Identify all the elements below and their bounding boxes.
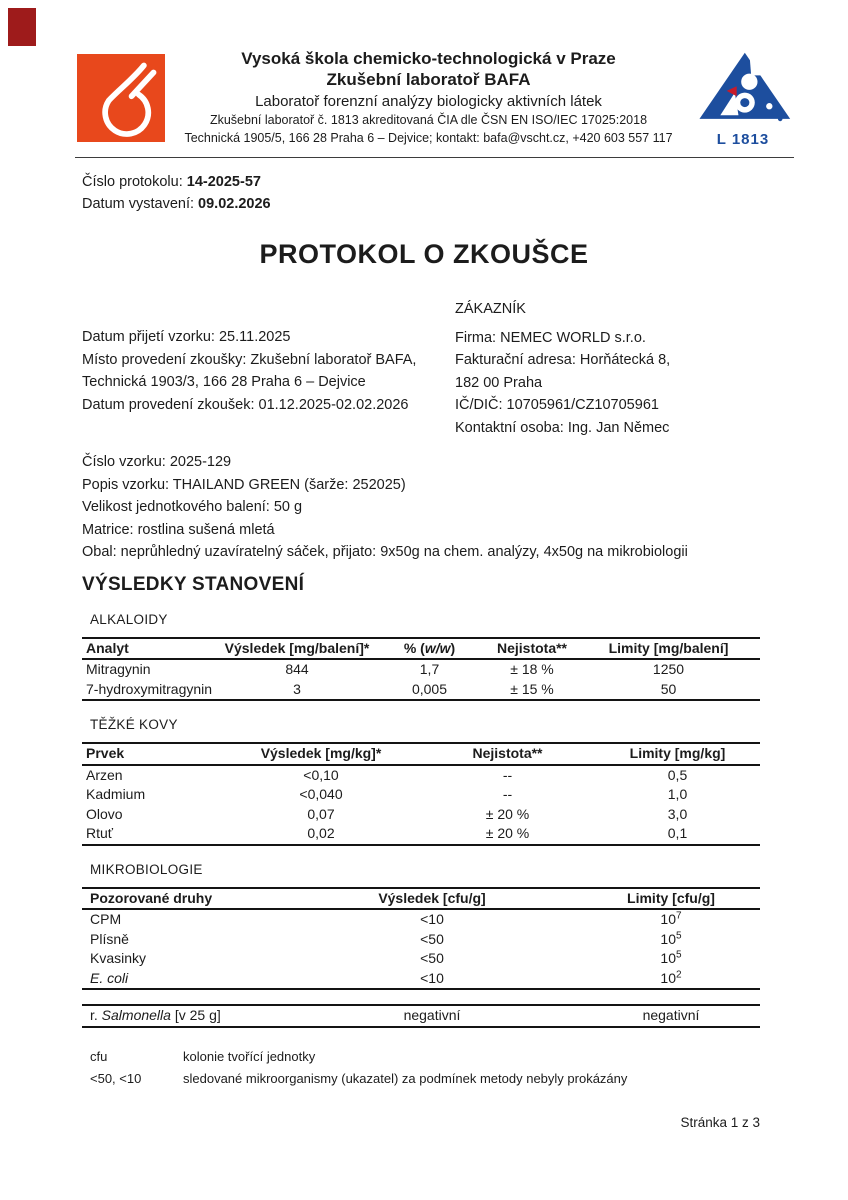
col-uncertainty: Nejistota** (472, 745, 543, 761)
table-row: Olovo 0,07 ± 20 % 3,0 (86, 805, 688, 822)
letterhead (0, 0, 848, 148)
salmonella-result-cell: negativní (403, 1007, 461, 1023)
table-row: Kvasinky <50 $10^5$ (90, 949, 682, 966)
customer-heading: ZÁKAZNÍK (455, 301, 526, 317)
protocol-meta (82, 171, 848, 215)
table-row: 7-hydroxymitragynin 3 0,005 ± 15 % 50 (86, 680, 677, 697)
sample-package-line: Velikost jednotkového balení: 50 g (82, 499, 303, 515)
alkaloids-header-row (82, 638, 760, 660)
cia-number-label: L 1813 (716, 131, 770, 148)
sample-matrix-line: Matrice: rostlina sušená mletá (82, 521, 275, 538)
customer-contact-line: Kontaktní osoba: Ing. Jan Němec (455, 419, 670, 436)
test-dates-line: Datum provedení zkoušek: 01.12.2025-02.02.2026 (82, 396, 409, 413)
col-limits: Limity [mg/kg] (629, 745, 726, 761)
micro-header-row (82, 888, 760, 910)
table-row (82, 1005, 760, 1027)
test-info-column (82, 298, 455, 439)
salmonella-table (82, 1004, 760, 1028)
col-percent: % (w/w) (403, 639, 456, 656)
laboratory-full-name: Laboratoř forenzní analýzy biologicky aktivních látek (255, 93, 602, 110)
alkaloids-section-label: ALKALOIDY (90, 611, 168, 627)
salmonella-limit-cell: negativní (642, 1007, 700, 1023)
customer-company-line: Firma: NEMEC WORLD s.r.o. (455, 329, 646, 346)
sample-section (82, 451, 848, 564)
col-limits: Limity [cfu/g] (627, 889, 715, 906)
results-heading: VÝSLEDKY STANOVENÍ (82, 573, 305, 595)
table-row: E. coli <10 $10^2$ (90, 968, 682, 986)
address-contact-line: Technická 1905/5, 166 28 Praha 6 – Dejvice; kontakt: bafa@vscht.cz, +420 603 557 117 (184, 130, 673, 145)
micro-section-label: MIKROBIOLOGIE (90, 861, 203, 877)
col-result: Výsledek [mg/balení]* (224, 639, 370, 656)
customer-address-line2: 182 00 Praha (455, 374, 543, 391)
corner-marker (8, 8, 36, 46)
protocol-number-value: 14-2025-57 (186, 174, 261, 190)
micro-table (82, 887, 760, 991)
col-analyte: Analyt (86, 639, 129, 656)
letterhead-divider (75, 157, 794, 158)
footnote-cfu: cfu kolonie tvořící jednotky (90, 1048, 316, 1064)
table-row: Plísně <50 $10^5$ (90, 929, 682, 947)
accreditation-line: Zkušební laboratoř č. 1813 akreditovaná ČIA dle ČSN EN ISO/IEC 17025:2018 (209, 113, 648, 127)
issue-date-label: Datum vystavení: (82, 196, 199, 212)
info-section (82, 298, 848, 439)
test-place-line1: Místo provedení zkoušky: Zkušební laboratoř BAFA, (82, 351, 417, 368)
col-result: Výsledek [cfu/g] (378, 889, 486, 906)
metals-section-label: TĚŽKÉ KOVY (90, 717, 178, 732)
customer-regid-line: IČ/DIČ: 10705961/CZ10705961 (455, 397, 659, 413)
table-row: CPM <10 $10^7$ (90, 910, 682, 927)
col-species: Pozorované druhy (90, 889, 213, 906)
letterhead-text (167, 48, 690, 147)
table-row: Rtuť 0,02 ± 20 % 0,1 (86, 825, 688, 841)
alkaloids-table (82, 637, 760, 702)
customer-column (455, 298, 670, 439)
cia-triangle-icon (693, 50, 793, 128)
vscht-logo-icon (75, 54, 167, 142)
metals-header-row (82, 743, 760, 765)
sample-received-line: Datum přijetí vzorku: 25.11.2025 (82, 329, 291, 345)
sample-container-line: Obal: neprůhledný uzavíratelný sáček, přijato: 9x50g na chem. analýzy, 4x50g na mikrobiologii (82, 544, 688, 560)
footnote-detection: <50, <10 sledované mikroorganismy (ukazatel) za podmínek metody nebyly prokázány (90, 1070, 628, 1086)
cia-accreditation-mark (690, 50, 796, 148)
test-place-line2: Technická 1903/3, 166 28 Praha 6 – Dejvice (82, 374, 366, 390)
page-title: PROTOKOL O ZKOUŠCE (259, 239, 589, 269)
col-uncertainty: Nejistota** (496, 639, 568, 656)
protocol-number-label: Číslo protokolu: (82, 174, 187, 190)
issue-date-value: 09.02.2026 (198, 196, 271, 212)
protocol-number-line (82, 171, 848, 193)
issue-date-line (82, 193, 848, 215)
table-row: Kadmium <0,040 -- 1,0 (86, 786, 688, 802)
sample-number-line: Číslo vzorku: 2025-129 (82, 454, 232, 470)
customer-address-line1: Fakturační adresa: Horňátecká 8, (455, 352, 671, 368)
footnotes (90, 1046, 848, 1090)
col-limits: Limity [mg/balení] (608, 639, 729, 656)
col-element: Prvek (86, 745, 125, 761)
page-number: Stránka 1 z 3 (680, 1115, 760, 1130)
laboratory-name: Zkušební laboratoř BAFA (326, 70, 531, 89)
col-result: Výsledek [mg/kg]* (260, 745, 382, 761)
sample-description-line: Popis vzorku: THAILAND GREEN (šarže: 252025) (82, 476, 406, 493)
table-row: Mitragynin 844 1,7 ± 18 % 1250 (86, 661, 685, 677)
salmonella-species-cell: r. Salmonella [v 25 g] (90, 1007, 221, 1023)
metals-table (82, 742, 760, 846)
table-row: Arzen <0,10 -- 0,5 (86, 766, 688, 783)
university-name: Vysoká škola chemicko-technologická v Praze (241, 49, 616, 68)
